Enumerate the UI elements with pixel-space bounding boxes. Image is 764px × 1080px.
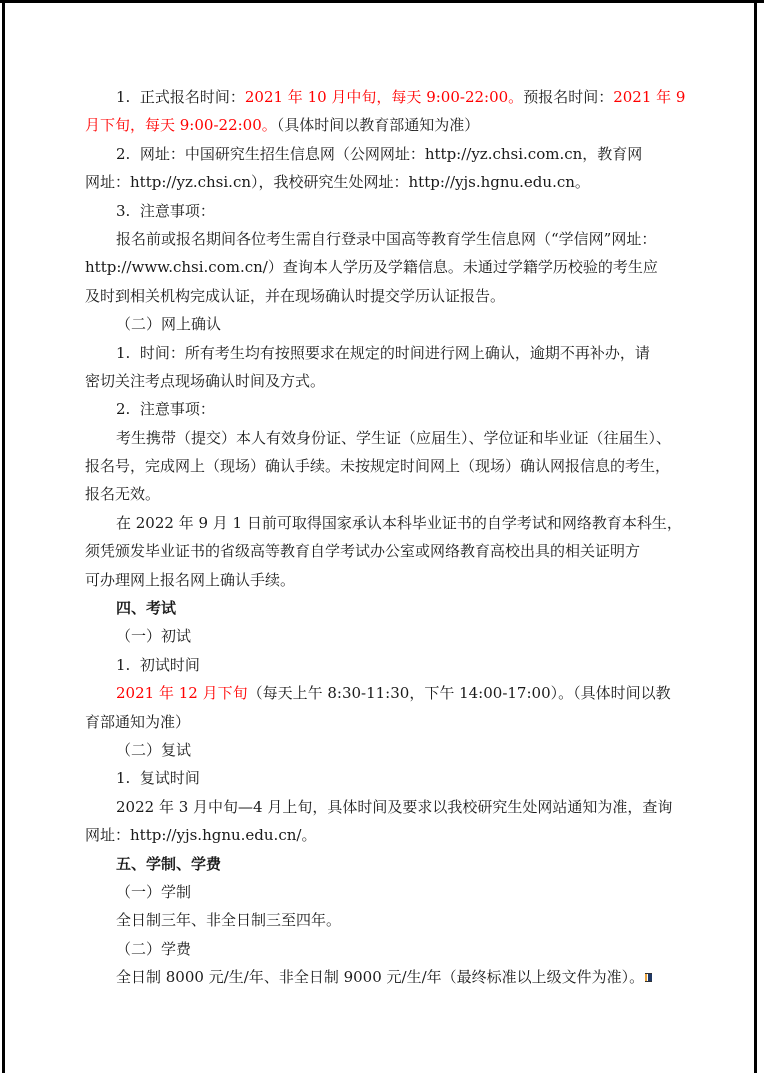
text-line xyxy=(85,111,725,139)
text-run: 1. 正式报名时间： xyxy=(116,88,245,106)
text-line xyxy=(85,935,725,963)
page-frame-top-border xyxy=(0,0,764,3)
text-line xyxy=(85,253,725,281)
text-run: 2021 年 10 月中旬，每天 9:00-22:00。 xyxy=(244,88,524,106)
text-run: （具体时间以教育部通知为准） xyxy=(276,116,480,135)
text-run: 全日制 8000 元/生/年、非全日制 9000 元/生/年（最终标准以上级文件为准）。 xyxy=(116,968,645,987)
text-run: 四、考试 xyxy=(116,599,177,618)
text-line xyxy=(85,878,725,906)
text-run: 1. 时间：所有考生均有按照要求在规定的时间进行网上确认，逾期不再补办，请 xyxy=(116,343,650,362)
text-run: 全日制三年、非全日制三至四年。 xyxy=(116,911,342,930)
text-run: （一）学制 xyxy=(116,882,192,901)
text-run: （每天上午 8:30-11:30，下午 14:00-17:00）。（具体时间以教 xyxy=(247,684,671,703)
text-run: 报名前或报名期间各位考生需自行登录中国高等教育学生信息网（“学信网”网址： xyxy=(116,229,657,248)
text-run: http://www.chsi.com.cn/）查询本人学历及学籍信息。未通过学籍学历校验的考生应 xyxy=(85,258,658,277)
text-line xyxy=(85,821,725,849)
text-line xyxy=(85,424,725,452)
text-run: 考生携带（提交）本人有效身份证、学生证（应届生）、学位证和毕业证（往届生）、 xyxy=(116,428,672,447)
text-line xyxy=(85,367,725,395)
text-run: 2021 年 9 xyxy=(613,88,686,106)
text-run: （二）复试 xyxy=(116,740,192,759)
text-run: （一）初试 xyxy=(116,627,192,646)
text-run: 2. 注意事项： xyxy=(116,400,215,419)
text-run: 在 2022 年 9 月 1 日前可取得国家承认本科毕业证书的自学考试和网络教育本科生， xyxy=(116,513,682,532)
text-run: 育部通知为准） xyxy=(85,712,191,731)
text-line xyxy=(85,736,725,764)
text-run: 3. 注意事项： xyxy=(116,201,215,220)
text-run: 1. 初试时间 xyxy=(116,655,200,674)
text-run: 密切关注考点现场确认时间及方式。 xyxy=(85,371,326,390)
text-line xyxy=(85,679,725,707)
text-run: （二）学费 xyxy=(116,939,192,958)
text-line xyxy=(85,537,725,565)
text-run: 月下旬，每天 9:00-22:00。 xyxy=(85,116,277,135)
text-line xyxy=(85,310,725,338)
document-body xyxy=(85,83,725,992)
text-line xyxy=(85,622,725,650)
text-line xyxy=(85,764,725,792)
page-frame-left-border xyxy=(2,0,5,1073)
text-run: 网址：http://yz.chsi.cn），我校研究生处网址：http://yjs.hgnu.edu.cn。 xyxy=(85,173,590,192)
text-line xyxy=(85,509,725,537)
text-line xyxy=(85,452,725,480)
text-line xyxy=(85,282,725,310)
text-line xyxy=(85,225,725,253)
text-run: 2. 网址：中国研究生招生信息网（公网网址：http://yz.chsi.com.cn，教育网 xyxy=(116,144,643,163)
text-line xyxy=(85,339,725,367)
text-line xyxy=(85,793,725,821)
text-line xyxy=(85,168,725,196)
text-line xyxy=(85,850,725,878)
text-run: 须凭颁发毕业证书的省级高等教育自学考试办公室或网络教育高校出具的相关证明方 xyxy=(85,542,641,561)
text-line xyxy=(85,651,725,679)
text-run: 网址：http://yjs.hgnu.edu.cn/。 xyxy=(85,826,317,845)
text-line xyxy=(85,395,725,423)
text-run: 报名号，完成网上（现场）确认手续。未按规定时间网上（现场）确认网报信息的考生， xyxy=(85,457,671,476)
object-anchor-icon xyxy=(645,974,652,981)
text-run: 1. 复试时间 xyxy=(116,769,200,788)
text-line xyxy=(85,963,725,991)
text-run: （二）网上确认 xyxy=(116,315,222,334)
page-frame-right-border xyxy=(754,0,757,1073)
text-run: 预报名时间： xyxy=(523,88,614,106)
text-run: 五、学制、学费 xyxy=(116,854,222,873)
text-line xyxy=(85,594,725,622)
text-run: 报名无效。 xyxy=(85,485,161,504)
text-line xyxy=(85,140,725,168)
text-run: 2022 年 3 月中旬—4 月上旬，具体时间及要求以我校研究生处网站通知为准，查询 xyxy=(116,797,673,816)
text-run: 及时到相关机构完成认证，并在现场确认时提交学历认证报告。 xyxy=(85,286,506,305)
text-line xyxy=(85,906,725,934)
text-line xyxy=(85,708,725,736)
text-line xyxy=(85,566,725,594)
text-run: 2021 年 12 月下旬 xyxy=(116,684,248,703)
text-line xyxy=(85,480,725,508)
text-run: 可办理网上报名网上确认手续。 xyxy=(85,570,296,589)
text-line xyxy=(85,197,725,225)
text-line xyxy=(85,83,725,111)
